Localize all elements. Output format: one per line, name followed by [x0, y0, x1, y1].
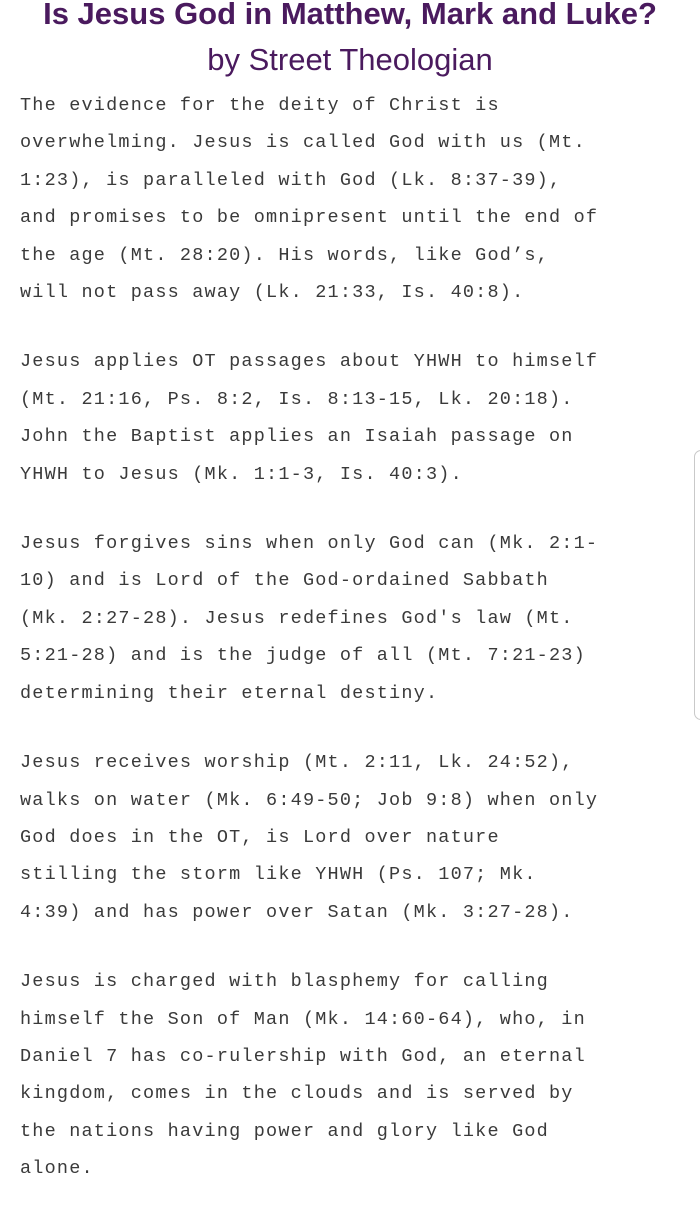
text-line: Jesus applies OT passages about YHWH to himself [20, 351, 599, 373]
text-line: the nations having power and glory like God [20, 1120, 549, 1142]
text-line: The evidence for the deity of Christ is [20, 95, 500, 116]
article-body [20, 87, 680, 1220]
paragraph [20, 744, 680, 931]
text-line: YHWH to Jesus (Mk. 1:1-3, Is. 40:3). [20, 463, 463, 485]
text-line: overwhelming. Jesus is called God with us (Mt. [20, 132, 586, 154]
text-line: the age (Mt. 28:20). His words, like God’s, [20, 244, 549, 266]
text-line: Jesus receives worship (Mt. 2:11, Lk. 24:52), [20, 752, 574, 774]
article-byline: by Street Theologian [207, 42, 493, 77]
scrollbar-handle[interactable] [694, 450, 700, 720]
text-line: himself the Son of Man (Mk. 14:60-64), who, in [20, 1008, 586, 1030]
text-line: Jesus is charged with blasphemy for calling [20, 971, 549, 993]
text-line: 4:39) and has power over Satan (Mk. 3:27-28). [20, 901, 574, 923]
text-line: will not pass away (Lk. 21:33, Is. 40:8). [20, 282, 525, 304]
text-line: John the Baptist applies an Isaiah passage on [20, 426, 574, 448]
text-line: 1:23), is paralleled with God (Lk. 8:37-39), [20, 169, 562, 191]
text-line: (Mk. 2:27-28). Jesus redefines God's law (Mt. [20, 607, 574, 629]
text-line: alone. [20, 1158, 94, 1180]
article-title: Is Jesus God in Matthew, Mark and Luke? [43, 0, 657, 31]
text-line: stilling the storm like YHWH (Ps. 107; Mk. [20, 864, 537, 886]
text-line: God does in the OT, is Lord over nature [20, 826, 500, 848]
text-line: 10) and is Lord of the God-ordained Sabbath [20, 570, 549, 592]
text-line: Daniel 7 has co-rulership with God, an eternal [20, 1045, 586, 1067]
text-line: determining their eternal destiny. [20, 682, 439, 704]
text-line: walks on water (Mk. 6:49-50; Job 9:8) when only [20, 789, 599, 811]
text-line: and promises to be omnipresent until the end of [20, 207, 599, 229]
text-line: Jesus forgives sins when only God can (Mk. 2:1- [20, 533, 599, 555]
paragraph [20, 343, 680, 493]
text-line: (Mt. 21:16, Ps. 8:2, Is. 8:13-15, Lk. 20:18). [20, 388, 574, 410]
text-line: 5:21-28) and is the judge of all (Mt. 7:21-23) [20, 645, 586, 667]
paragraph [20, 963, 680, 1187]
text-line: kingdom, comes in the clouds and is served by [20, 1083, 574, 1105]
paragraph [20, 87, 680, 311]
paragraph [20, 525, 680, 712]
